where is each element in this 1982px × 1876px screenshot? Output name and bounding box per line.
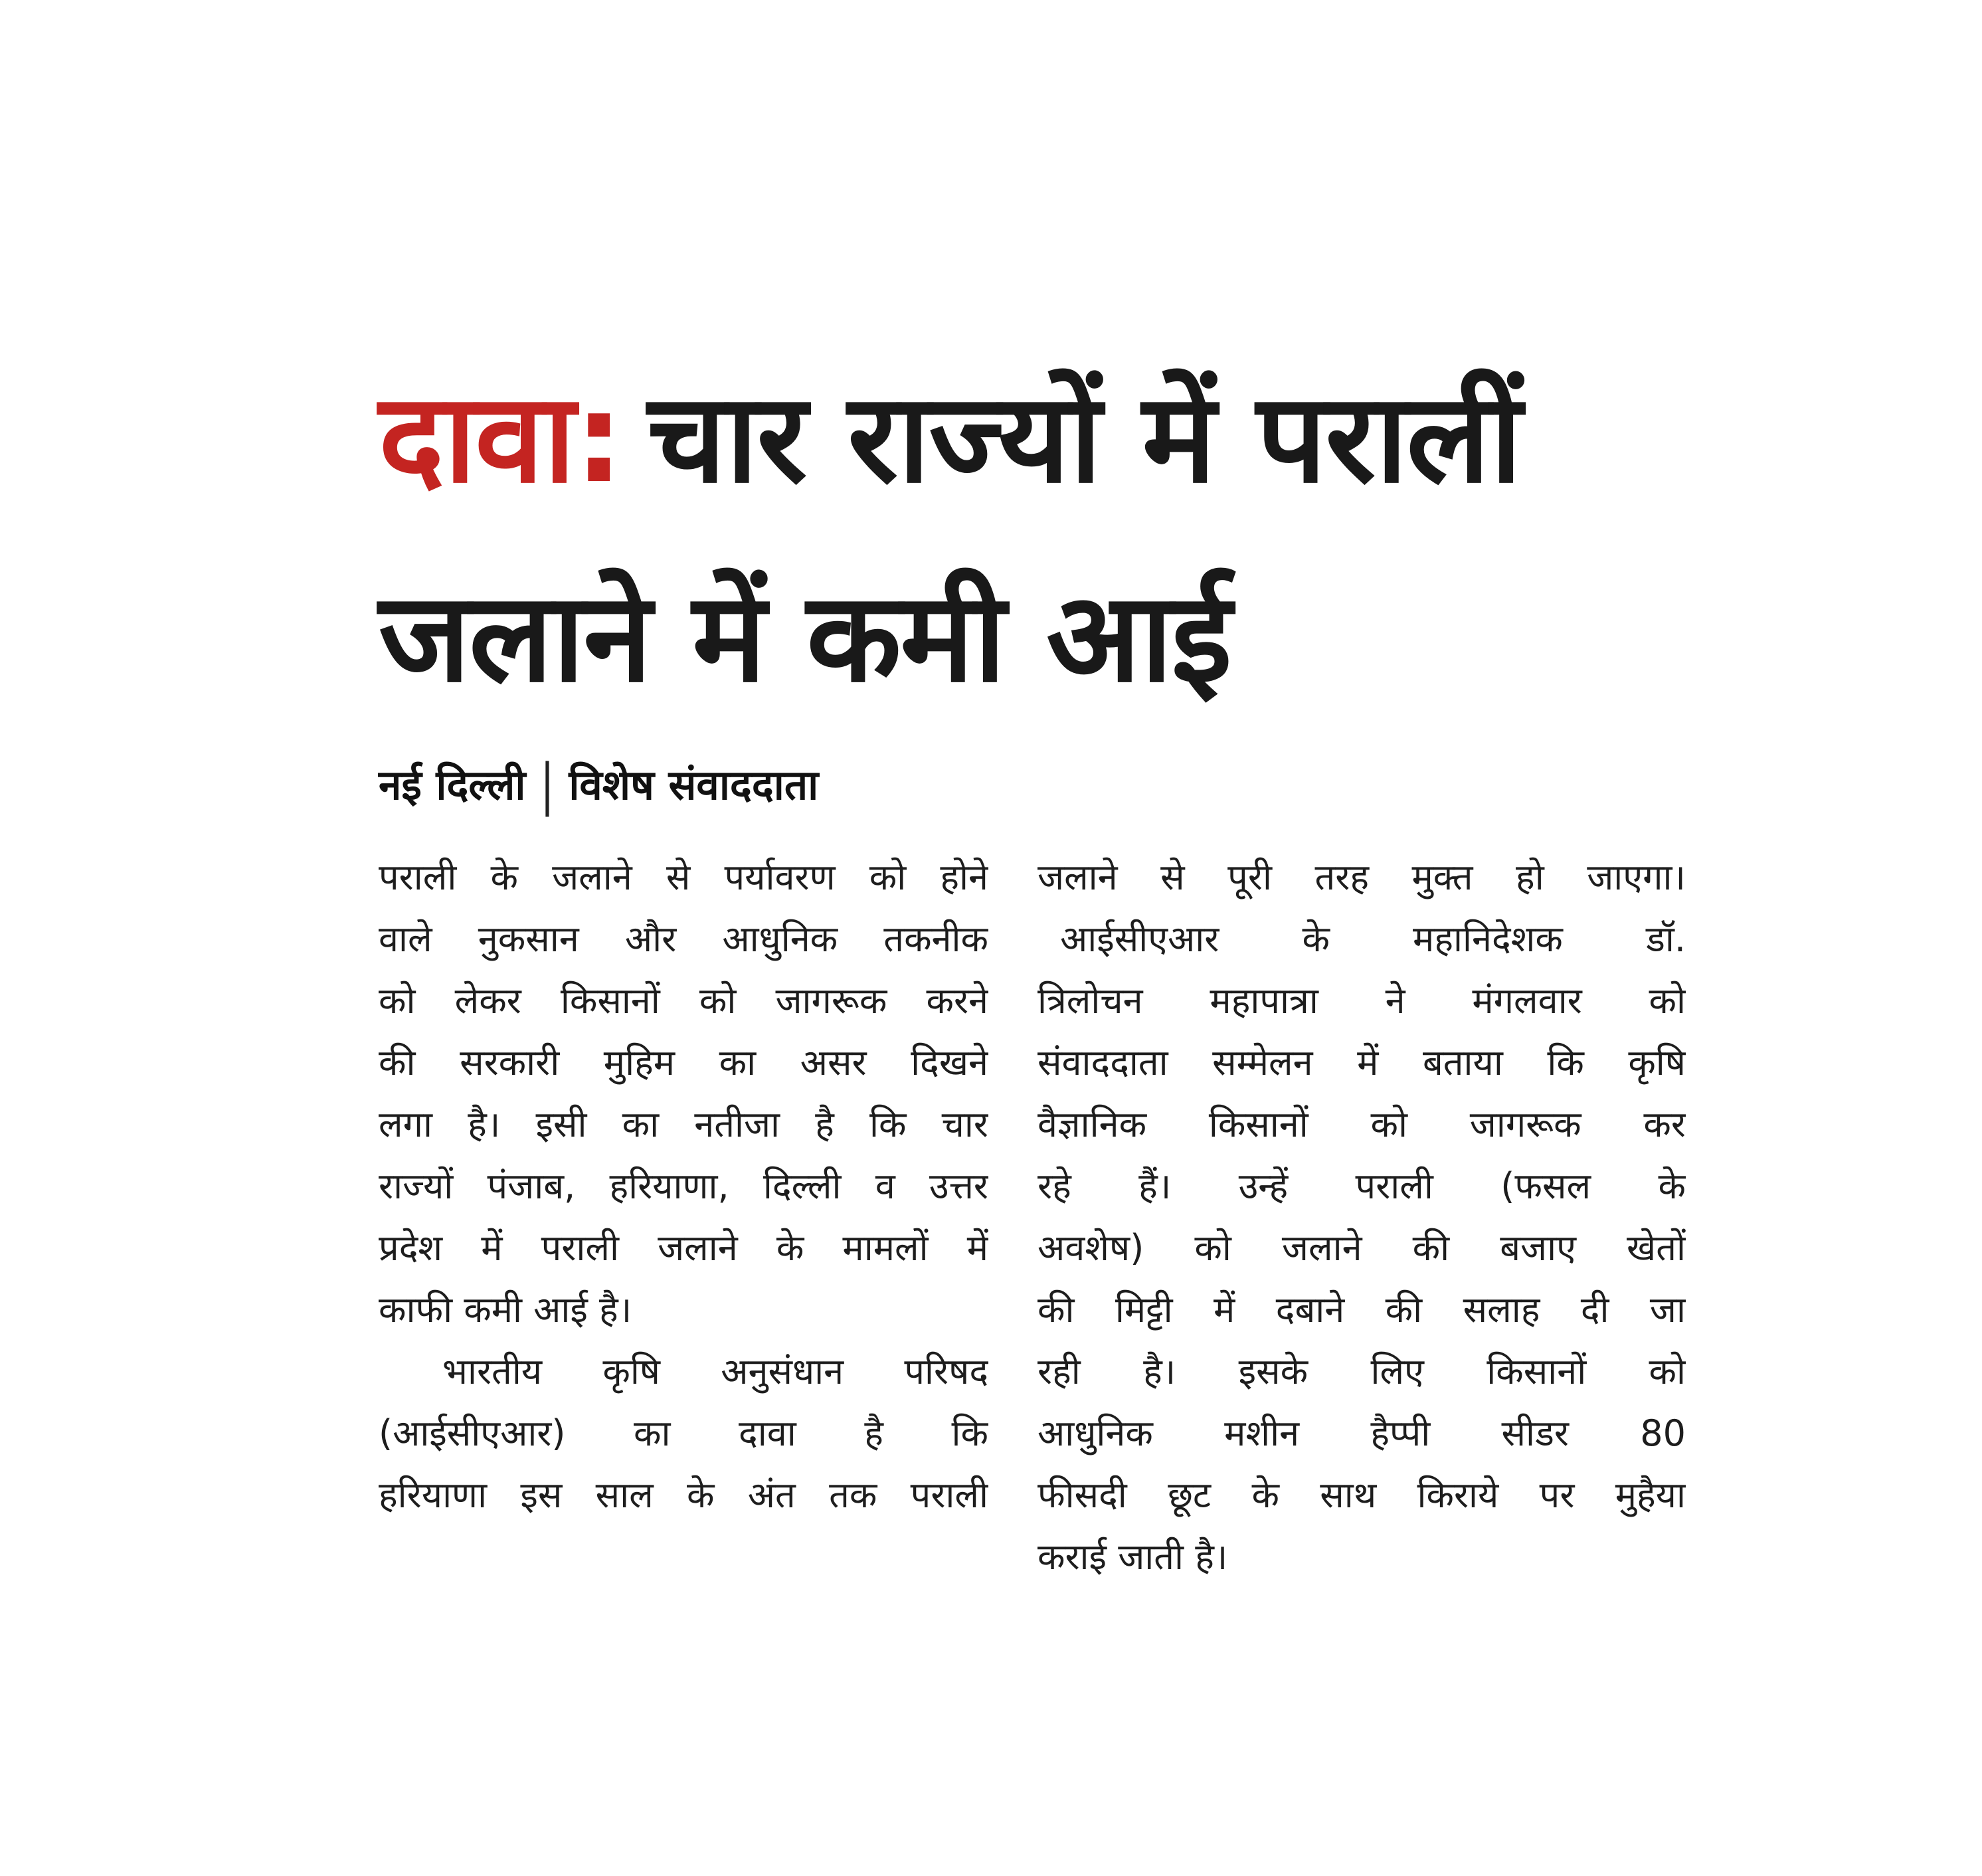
article-line: त्रिलोचन महापात्रा ने मंगलवार को	[1037, 980, 1686, 1022]
headline-line1-text: चार राज्यों में परालीं	[647, 366, 1521, 510]
article-line: रहे हैं। उन्हें पराली (फसल के	[1037, 1165, 1686, 1207]
article-line: कराई जाती है।	[1037, 1536, 1228, 1578]
article-line: अवशेष) को जलाने की बजाए खेतों	[1037, 1227, 1686, 1269]
headline-kicker: दावा:	[379, 366, 622, 510]
headline-line1	[379, 339, 1697, 538]
article-line: आधुनिक मशीन हैप्पी सीडर 80	[1037, 1412, 1686, 1454]
article-body	[379, 846, 1697, 1588]
article-line: रही है। इसके लिए किसानों को	[1037, 1351, 1686, 1392]
byline-separator: |	[540, 751, 555, 817]
article-right-column	[1037, 846, 1686, 1588]
article-line: लगा है। इसी का नतीजा है कि चार	[379, 1103, 988, 1145]
byline-location: नई दिल्ली	[379, 761, 526, 809]
article-line: भारतीय कृषि अनुसंधान परिषद	[442, 1351, 988, 1392]
headline	[379, 339, 1697, 737]
article-line: काफी कमी आई है।	[379, 1289, 632, 1331]
article-line: संवाददाता सम्मेलन में बताया कि कृषि	[1037, 1042, 1686, 1083]
article-left-column	[379, 846, 988, 1588]
article-line: (आईसीएआर) का दावा है कि	[379, 1412, 988, 1454]
byline-author: विशेष संवाददाता	[569, 761, 819, 809]
article-line: आईसीएआर के महानिदेशक डॉ.	[1060, 918, 1686, 960]
article-line: को लेकर किसानों को जागरूक करने	[379, 980, 988, 1022]
article-line: की मिट्टी में दबाने की सलाह दी जा	[1037, 1289, 1686, 1331]
byline	[379, 751, 1697, 817]
headline-line2: जलाने में कमी आई	[379, 565, 1231, 709]
article-line: हरियाणा इस साल के अंत तक पराली	[379, 1474, 988, 1516]
article-line: वाले नुकसान और आधुनिक तकनीक	[379, 918, 988, 960]
article-line: प्रदेश में पराली जलाने के मामलों में	[379, 1227, 988, 1269]
article-line: जलाने से पूरी तरह मुक्त हो जाएगा।	[1037, 856, 1686, 898]
article-line: फीसदी छूट के साथ किराये पर मुहैया	[1037, 1474, 1686, 1516]
article-line: वैज्ञानिक किसानों को जागरूक कर	[1037, 1103, 1686, 1145]
article-line: पराली के जलाने से पर्यावरण को होने	[379, 856, 988, 898]
article-line: राज्यों पंजाब, हरियाणा, दिल्ली व उत्तर	[379, 1165, 988, 1207]
news-clipping	[379, 339, 1697, 1588]
article-line: की सरकारी मुहिम का असर दिखने	[379, 1042, 988, 1083]
